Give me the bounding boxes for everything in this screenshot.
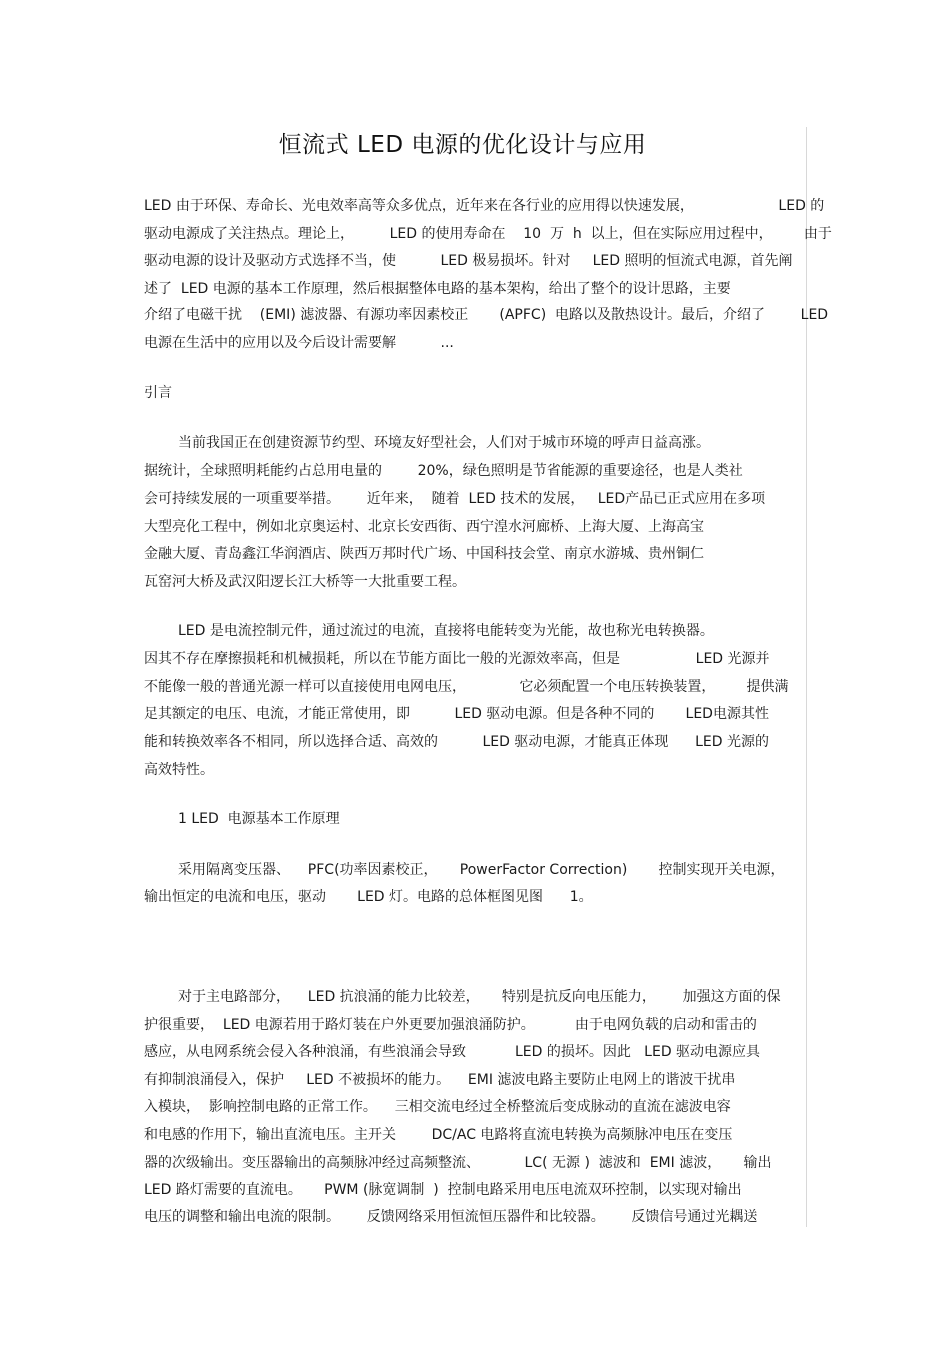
- paragraph-line: 感应，从电网系统会侵入各种浪涌，有些浪涌会导致 LED 的损坏。因此 LED 驱动电源应具: [144, 1044, 761, 1060]
- paragraph-line: 不能像一般的普通光源一样可以直接使用电网电压， 它必须配置一个电压转换装置， 提供满: [144, 679, 789, 695]
- paragraph-line: 足其额定的电压、电流，才能正常使用，即 LED 驱动电源。但是各种不同的 LED电源其性: [144, 706, 769, 722]
- abstract-line: LED 由于环保、寿命长、光电效率高等众多优点，近年来在各行业的应用得以快速发展， LED 的: [144, 198, 825, 214]
- paragraph-line: 金融大厦、青岛鑫江华润酒店、陕西万邦时代广场、中国科技会堂、南京水游城、贵州铜仁: [144, 546, 704, 562]
- paragraph-line: 有抑制浪涌侵入，保护 LED 不被损坏的能力。 EMI 滤波电路主要防止电网上的谐波干扰串: [144, 1072, 736, 1088]
- paragraph-line: 当前我国正在创建资源节约型、环境友好型社会，人们对于城市环境的呼声日益高涨。: [178, 435, 710, 451]
- paragraph-line: 瓦窑河大桥及武汉阳逻长江大桥等一大批重要工程。: [144, 574, 466, 590]
- paragraph-line: 护很重要， LED 电源若用于路灯装在户外更要加强浪涌防护。 由于电网负载的启动和雷击的: [144, 1017, 757, 1033]
- abstract-line: 驱动电源的设计及驱动方式选择不当，使 LED 极易损坏。针对 LED 照明的恒流式电源，首先阐: [144, 253, 793, 269]
- paragraph-line: 对于主电路部分， LED 抗浪涌的能力比较差， 特别是抗反向电压能力， 加强这方面的保: [178, 989, 781, 1005]
- paragraph-line: LED 是电流控制元件，通过流过的电流，直接将电能转变为光能，故也称光电转换器。: [178, 623, 714, 639]
- paragraph-line: 大型亮化工程中，例如北京奥运村、北京长安西街、西宁湟水河廊桥、上海大厦、上海高宝: [144, 519, 704, 535]
- intro-heading: 引言: [144, 385, 172, 401]
- paragraph-line: 因其不存在摩擦损耗和机械损耗，所以在节能方面比一般的光源效率高，但是 LED 光源并: [144, 651, 770, 667]
- paragraph-line: 能和转换效率各不相同，所以选择合适、高效的 LED 驱动电源，才能真正体现 LED 光源的: [144, 734, 769, 750]
- abstract-line: 介绍了电磁干扰 (EMI) 滤波器、有源功率因素校正 (APFC) 电路以及散热设计。最后，介绍了 LED: [144, 307, 829, 323]
- paragraph-line: 采用隔离变压器、 PFC(功率因素校正， PowerFactor Correction) 控制实现开关电源，: [178, 862, 785, 878]
- paragraph-line: 和电感的作用下，输出直流电压。主开关 DC/AC 电路将直流电转换为高频脉冲电压在变压: [144, 1127, 733, 1143]
- paragraph-line: 器的次级输出。变压器输出的高频脉冲经过高频整流、 LC( 无源 ) 滤波和 EMI 滤波， 输出: [144, 1155, 772, 1171]
- paragraph-line: 高效特性。: [144, 762, 214, 778]
- paragraph-line: 会可持续发展的一项重要举措。 近年来， 随着 LED 技术的发展， LED产品已正式应用在多项: [144, 491, 766, 507]
- paragraph-line: 据统计，全球照明耗能约占总用电量的 20%，绿色照明是节省能源的重要途径，也是人类社: [144, 463, 743, 479]
- paragraph-line: 入模块， 影响控制电路的正常工作。 三相交流电经过全桥整流后变成脉动的直流在滤波电容: [144, 1099, 731, 1115]
- paragraph-line: LED 路灯需要的直流电。 PWM (脉宽调制 ) 控制电路采用电压电流双环控制，以实现对输出: [144, 1182, 742, 1198]
- abstract-line: 电源在生活中的应用以及今后设计需要解 ...: [144, 335, 454, 351]
- page-right-border: [806, 127, 807, 1227]
- abstract-line: 驱动电源成了关注热点。理论上， LED 的使用寿命在 10 万 h 以上，但在实际应用过程中， 由于: [144, 226, 832, 242]
- paragraph-line: 输出恒定的电流和电压，驱动 LED 灯。电路的总体框图见图 1。: [144, 889, 593, 905]
- abstract-line: 述了 LED 电源的基本工作原理，然后根据整体电路的基本架构，给出了整个的设计思路，主要: [144, 281, 731, 297]
- paragraph-line: 电压的调整和输出电流的限制。 反馈网络采用恒流恒压器件和比较器。 反馈信号通过光耦送: [144, 1209, 758, 1225]
- document-title: 恒流式 LED 电源的优化设计与应用: [278, 132, 647, 158]
- section-heading: 1 LED 电源基本工作原理: [178, 811, 340, 827]
